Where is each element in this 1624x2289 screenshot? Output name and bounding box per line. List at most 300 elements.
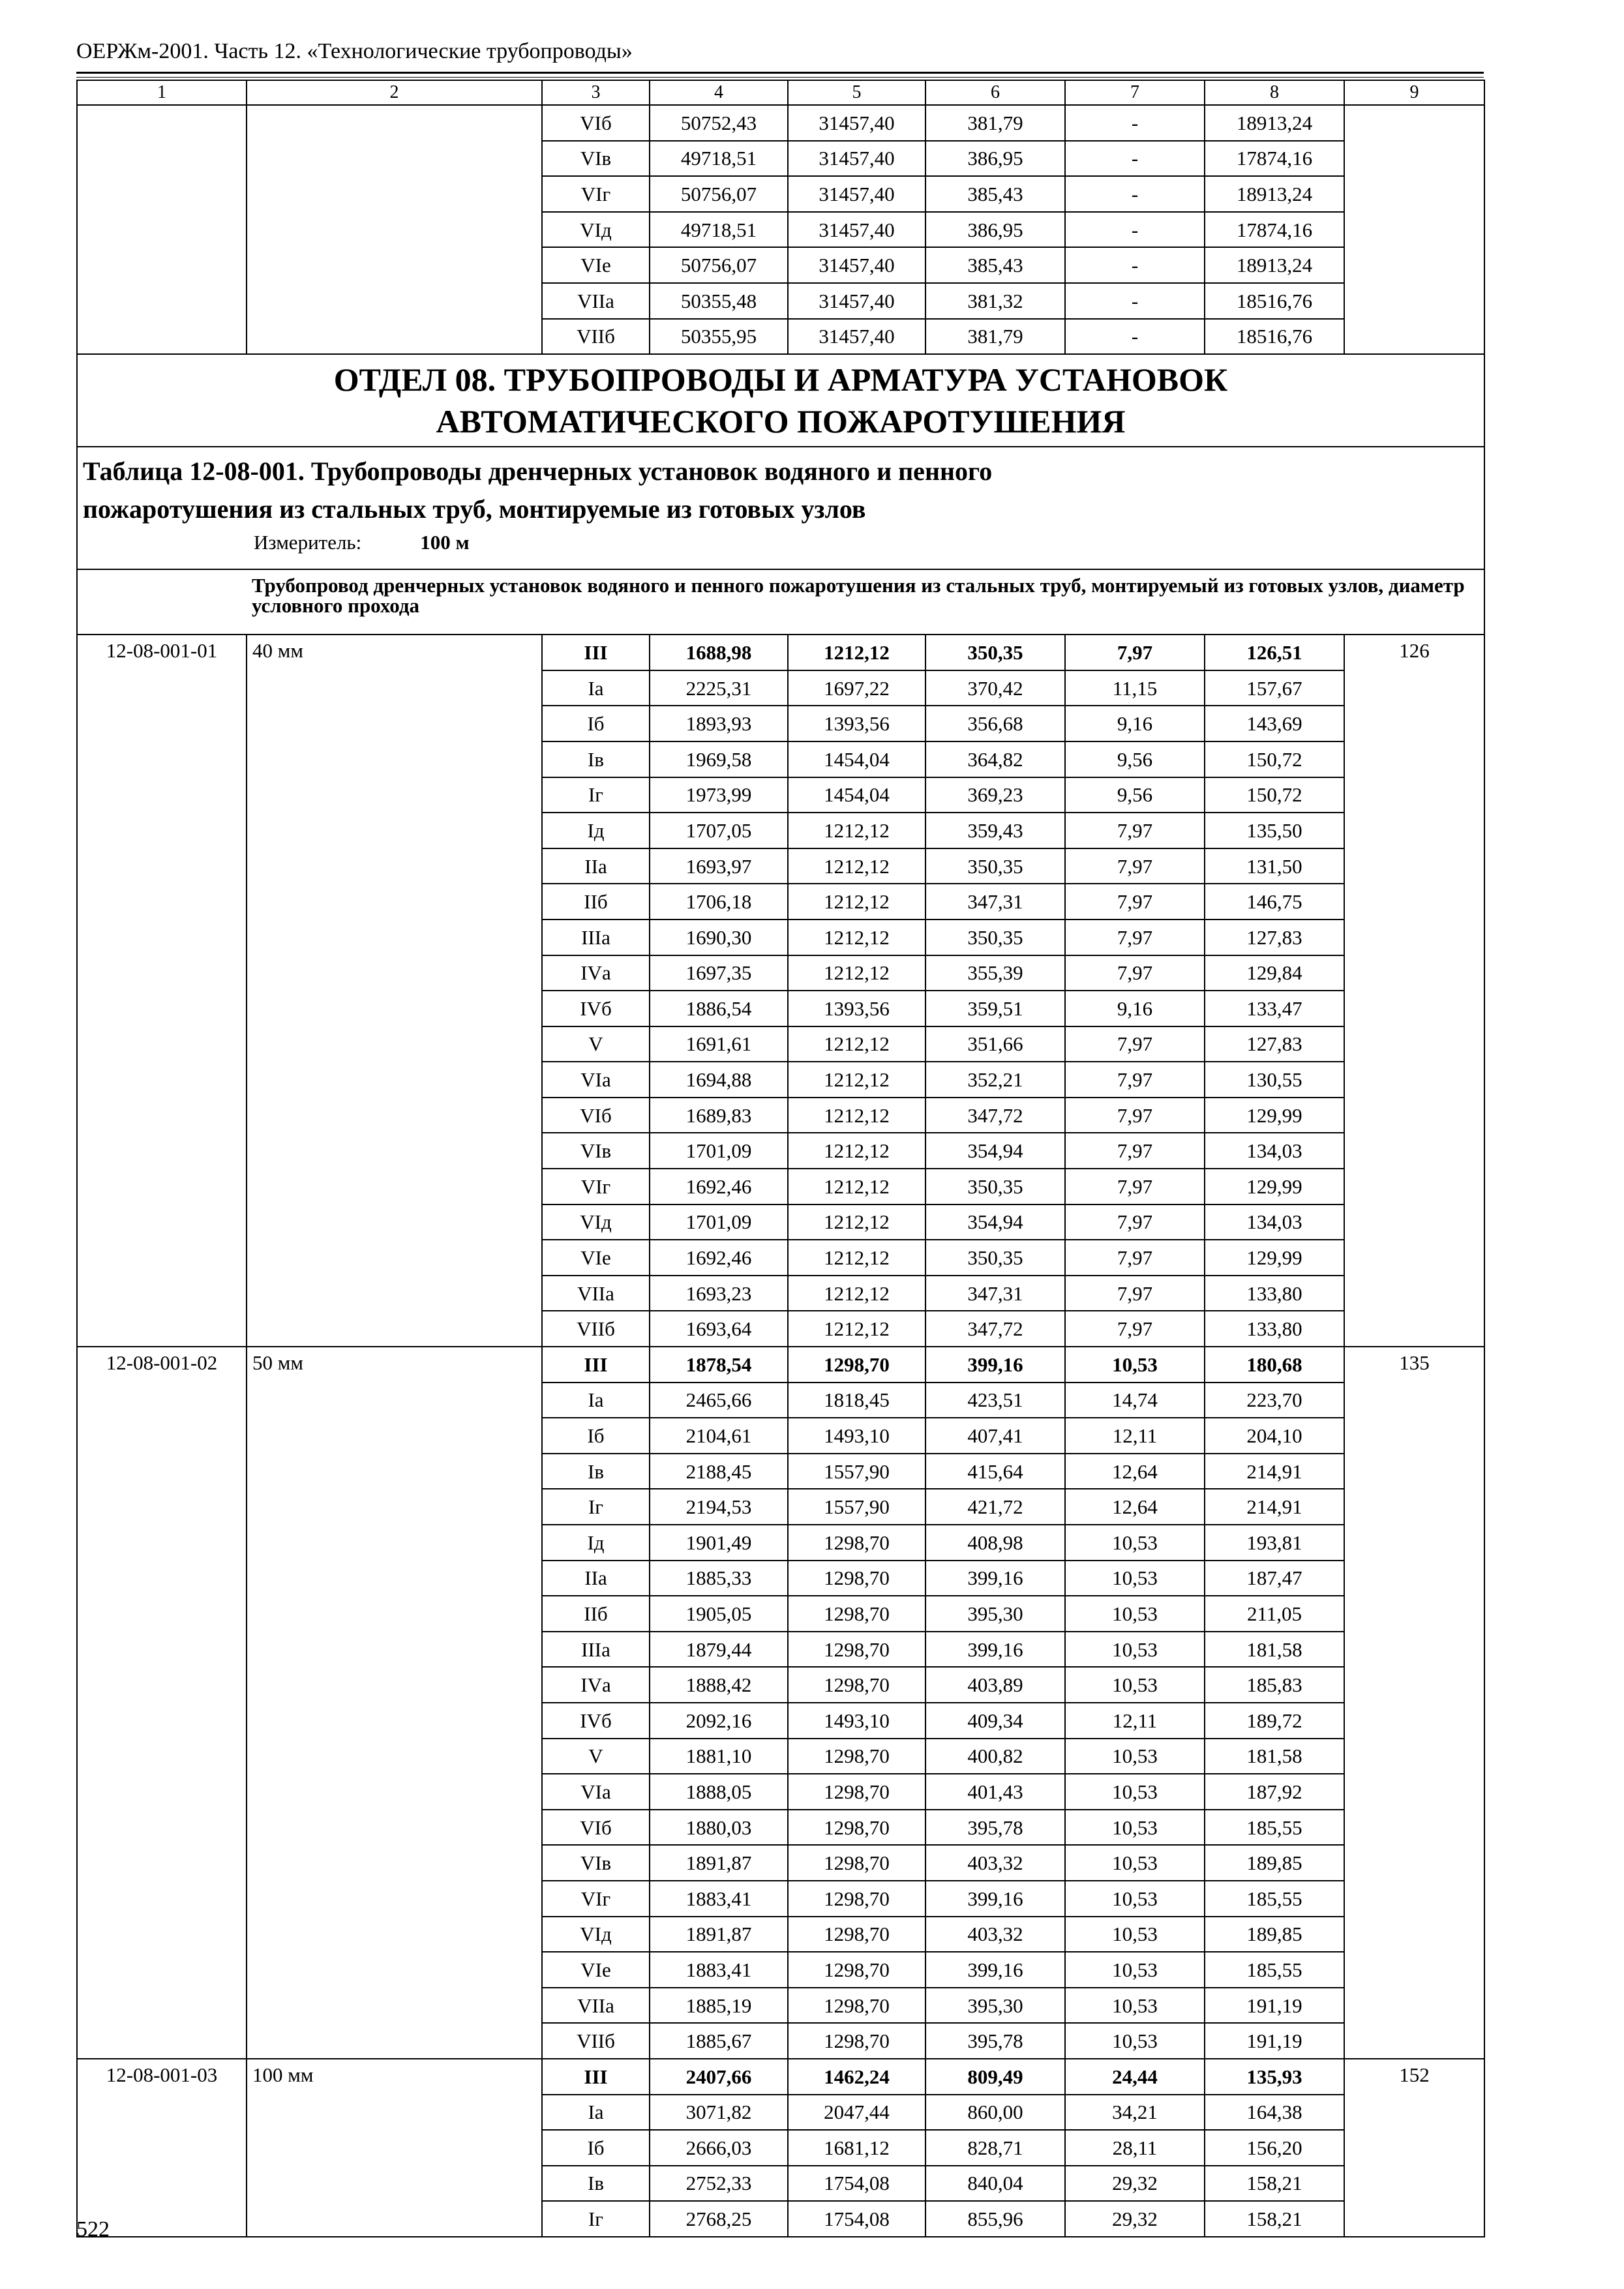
value-cell: 7,97 <box>1065 1169 1205 1204</box>
value-cell: 350,35 <box>925 635 1065 670</box>
value-cell: 7,97 <box>1065 848 1205 884</box>
section-line-1: ОТДЕЛ 08. ТРУБОПРОВОДЫ И АРМАТУРА УСТАНОВОК <box>333 361 1228 398</box>
value-cell: 408,98 <box>925 1525 1065 1561</box>
section-line-2: АВТОМАТИЧЕСКОГО ПОЖАРОТУШЕНИЯ <box>436 403 1126 440</box>
value-cell: 1885,67 <box>650 2023 788 2059</box>
zone-cell: VIб <box>542 1810 650 1846</box>
zone-cell: Iв <box>542 2166 650 2202</box>
zone-cell: Iа <box>542 2095 650 2131</box>
value-cell: 1885,19 <box>650 1988 788 2024</box>
value-cell: 352,21 <box>925 1062 1065 1098</box>
value-cell: 158,21 <box>1205 2166 1344 2202</box>
value-cell: 399,16 <box>925 1561 1065 1596</box>
value-cell: 351,66 <box>925 1026 1065 1062</box>
value-cell: 204,10 <box>1205 1418 1344 1454</box>
description-row <box>77 569 1484 635</box>
value-cell: 369,23 <box>925 777 1065 813</box>
value-cell: 31457,40 <box>788 176 925 212</box>
zone-cell: VIIб <box>542 1311 650 1347</box>
value-cell: 1880,03 <box>650 1810 788 1846</box>
value-cell: 18516,76 <box>1205 283 1344 319</box>
value-cell: 1212,12 <box>788 1133 925 1169</box>
value-cell: 7,97 <box>1065 1311 1205 1347</box>
value-cell: 399,16 <box>925 1952 1065 1988</box>
zone-cell: V <box>542 1739 650 1774</box>
value-cell: 395,78 <box>925 1810 1065 1846</box>
value-cell: 223,70 <box>1205 1383 1344 1418</box>
value-cell: 2752,33 <box>650 2166 788 2202</box>
value-cell: 185,55 <box>1205 1881 1344 1917</box>
value-cell: 860,00 <box>925 2095 1065 2131</box>
zone-cell: VIIб <box>542 2023 650 2059</box>
value-cell: 14,74 <box>1065 1383 1205 1418</box>
value-cell: 3071,82 <box>650 2095 788 2131</box>
value-cell: 189,85 <box>1205 1917 1344 1952</box>
value-cell: 7,97 <box>1065 1133 1205 1169</box>
value-cell: 415,64 <box>925 1454 1065 1489</box>
value-cell: 2465,66 <box>650 1383 788 1418</box>
column-number: 6 <box>925 80 1065 105</box>
value-cell: 18913,24 <box>1205 176 1344 212</box>
value-cell: 7,97 <box>1065 1026 1205 1062</box>
column-number: 2 <box>247 80 542 105</box>
value-cell: 370,42 <box>925 670 1065 706</box>
value-cell: 1212,12 <box>788 1169 925 1204</box>
value-cell: 134,03 <box>1205 1204 1344 1240</box>
value-cell: 381,32 <box>925 283 1065 319</box>
value-cell: 828,71 <box>925 2130 1065 2166</box>
rate-code: 12-08-001-02 <box>77 1347 247 2059</box>
header-rule <box>76 72 1484 74</box>
value-cell: 1298,70 <box>788 2023 925 2059</box>
value-cell: - <box>1065 212 1205 248</box>
value-cell: 1707,05 <box>650 813 788 848</box>
table-title <box>77 447 1484 569</box>
value-cell: 1879,44 <box>650 1632 788 1668</box>
value-cell: 1298,70 <box>788 1917 925 1952</box>
value-cell: 347,72 <box>925 1098 1065 1133</box>
value-cell: 181,58 <box>1205 1632 1344 1668</box>
zone-cell: VIIа <box>542 1988 650 2024</box>
value-cell: 50355,48 <box>650 283 788 319</box>
value-cell: 1697,22 <box>788 670 925 706</box>
measure <box>254 528 1479 557</box>
value-cell: 34,21 <box>1065 2095 1205 2131</box>
value-cell: 1891,87 <box>650 1845 788 1881</box>
value-cell: 809,49 <box>925 2059 1065 2095</box>
rate-code: 12-08-001-01 <box>77 635 247 1347</box>
value-cell: 1557,90 <box>788 1489 925 1525</box>
value-cell: 49718,51 <box>650 141 788 177</box>
value-cell: 7,97 <box>1065 1098 1205 1133</box>
value-cell: 193,81 <box>1205 1525 1344 1561</box>
zone-cell: Iг <box>542 777 650 813</box>
value-cell: 1901,49 <box>650 1525 788 1561</box>
value-cell: 1454,04 <box>788 777 925 813</box>
value-cell: 1893,93 <box>650 706 788 741</box>
rate-code: 12-08-001-03 <box>77 2059 247 2237</box>
value-cell: 214,91 <box>1205 1489 1344 1525</box>
value-cell: 10,53 <box>1065 2023 1205 2059</box>
value-cell: 1881,10 <box>650 1739 788 1774</box>
value-cell: 129,99 <box>1205 1240 1344 1276</box>
measure-label: Измеритель: <box>254 531 362 554</box>
value-cell: 386,95 <box>925 212 1065 248</box>
value-cell: 1969,58 <box>650 741 788 777</box>
zone-cell: Iа <box>542 670 650 706</box>
value-cell: 1693,97 <box>650 848 788 884</box>
value-cell: 1212,12 <box>788 884 925 920</box>
value-cell: 350,35 <box>925 1169 1065 1204</box>
value-cell: 7,97 <box>1065 884 1205 920</box>
value-cell: 1688,98 <box>650 635 788 670</box>
value-cell: 354,94 <box>925 1204 1065 1240</box>
value-cell: 1454,04 <box>788 741 925 777</box>
col9-value: 126 <box>1344 635 1484 1347</box>
value-cell: 403,89 <box>925 1667 1065 1703</box>
value-cell: 1689,83 <box>650 1098 788 1133</box>
value-cell: 381,79 <box>925 105 1065 141</box>
value-cell: 395,30 <box>925 1596 1065 1632</box>
zone-cell: Iг <box>542 2201 650 2237</box>
zone-cell: IIб <box>542 884 650 920</box>
value-cell: 129,99 <box>1205 1169 1344 1204</box>
value-cell: 1905,05 <box>650 1596 788 1632</box>
value-cell: 189,72 <box>1205 1703 1344 1739</box>
value-cell: 1393,56 <box>788 991 925 1026</box>
value-cell: 18913,24 <box>1205 247 1344 283</box>
value-cell: 1694,88 <box>650 1062 788 1098</box>
value-cell: 12,11 <box>1065 1418 1205 1454</box>
value-cell: 1212,12 <box>788 1240 925 1276</box>
value-cell: 1885,33 <box>650 1561 788 1596</box>
value-cell: 9,16 <box>1065 991 1205 1026</box>
value-cell: 7,97 <box>1065 1204 1205 1240</box>
zone-cell: VIв <box>542 1133 650 1169</box>
col9-value: 152 <box>1344 2059 1484 2237</box>
value-cell: 9,56 <box>1065 741 1205 777</box>
value-cell: 150,72 <box>1205 741 1344 777</box>
value-cell: 50756,07 <box>650 247 788 283</box>
value-cell: 2194,53 <box>650 1489 788 1525</box>
value-cell: - <box>1065 319 1205 355</box>
value-cell: 10,53 <box>1065 1881 1205 1917</box>
value-cell: 399,16 <box>925 1881 1065 1917</box>
value-cell: 1888,42 <box>650 1667 788 1703</box>
value-cell: 12,64 <box>1065 1454 1205 1489</box>
value-cell: 1212,12 <box>788 813 925 848</box>
value-cell: 10,53 <box>1065 1952 1205 1988</box>
value-cell: 1692,46 <box>650 1240 788 1276</box>
value-cell: 1681,12 <box>788 2130 925 2166</box>
value-cell: 1818,45 <box>788 1383 925 1418</box>
value-cell: 385,43 <box>925 176 1065 212</box>
zone-cell: Iд <box>542 1525 650 1561</box>
value-cell: 1697,35 <box>650 955 788 991</box>
value-cell: 11,15 <box>1065 670 1205 706</box>
value-cell: - <box>1065 247 1205 283</box>
value-cell: 399,16 <box>925 1632 1065 1668</box>
value-cell: 1754,08 <box>788 2201 925 2237</box>
value-cell: 1701,09 <box>650 1204 788 1240</box>
zone-cell: VIб <box>542 1098 650 1133</box>
zone-cell: Iа <box>542 1383 650 1418</box>
value-cell: 1691,61 <box>650 1026 788 1062</box>
value-cell: 423,51 <box>925 1383 1065 1418</box>
value-cell: 1212,12 <box>788 1276 925 1311</box>
value-cell: 158,21 <box>1205 2201 1344 2237</box>
column-number: 4 <box>650 80 788 105</box>
page-number: 522 <box>76 2217 110 2241</box>
value-cell: 855,96 <box>925 2201 1065 2237</box>
zone-cell: IVа <box>542 955 650 991</box>
zone-cell: VIг <box>542 1169 650 1204</box>
value-cell: 386,95 <box>925 141 1065 177</box>
value-cell: 10,53 <box>1065 1917 1205 1952</box>
value-cell: 1393,56 <box>788 706 925 741</box>
value-cell: 31457,40 <box>788 105 925 141</box>
zone-cell: III <box>542 1347 650 1383</box>
zone-cell: IIб <box>542 1596 650 1632</box>
table-title-row <box>77 447 1484 569</box>
running-header: ОЕРЖм-2001. Часть 12. «Технологические трубопроводы» <box>76 39 633 63</box>
value-cell: 347,31 <box>925 1276 1065 1311</box>
value-cell: 50752,43 <box>650 105 788 141</box>
value-cell: 395,78 <box>925 2023 1065 2059</box>
value-cell: - <box>1065 176 1205 212</box>
value-cell: 1298,70 <box>788 1810 925 1846</box>
value-cell: 156,20 <box>1205 2130 1344 2166</box>
value-cell: 185,55 <box>1205 1810 1344 1846</box>
value-cell: 7,97 <box>1065 1062 1205 1098</box>
value-cell: 1706,18 <box>650 884 788 920</box>
column-number: 8 <box>1205 80 1344 105</box>
value-cell: 133,47 <box>1205 991 1344 1026</box>
value-cell: 10,53 <box>1065 1988 1205 2024</box>
value-cell: 385,43 <box>925 247 1065 283</box>
value-cell: - <box>1065 141 1205 177</box>
measure-value: 100 м <box>420 531 470 554</box>
col9-value: 135 <box>1344 1347 1484 2059</box>
table-row <box>77 105 1484 141</box>
value-cell: 150,72 <box>1205 777 1344 813</box>
value-cell: 399,16 <box>925 1347 1065 1383</box>
table-row <box>77 2059 1484 2095</box>
value-cell: 180,68 <box>1205 1347 1344 1383</box>
value-cell: 1883,41 <box>650 1952 788 1988</box>
value-cell: 18516,76 <box>1205 319 1344 355</box>
value-cell: VIг <box>542 176 650 212</box>
value-cell: 1212,12 <box>788 1098 925 1133</box>
value-cell: 2666,03 <box>650 2130 788 2166</box>
value-cell: 1212,12 <box>788 955 925 991</box>
section-heading <box>77 354 1484 447</box>
value-cell: 24,44 <box>1065 2059 1205 2095</box>
value-cell: 350,35 <box>925 1240 1065 1276</box>
value-cell: 401,43 <box>925 1774 1065 1810</box>
value-cell: VIIа <box>542 283 650 319</box>
value-cell: 135,50 <box>1205 813 1344 848</box>
value-cell: 1888,05 <box>650 1774 788 1810</box>
value-cell: 1693,64 <box>650 1311 788 1347</box>
value-cell: 189,85 <box>1205 1845 1344 1881</box>
value-cell: 1298,70 <box>788 1845 925 1881</box>
value-cell: 50756,07 <box>650 176 788 212</box>
value-cell: 31457,40 <box>788 212 925 248</box>
value-cell: 10,53 <box>1065 1596 1205 1632</box>
header-rule-thin <box>76 77 1484 78</box>
zone-cell: Iд <box>542 813 650 848</box>
value-cell: 126,51 <box>1205 635 1344 670</box>
value-cell: - <box>1065 283 1205 319</box>
value-cell: 1298,70 <box>788 1952 925 1988</box>
value-cell: 134,03 <box>1205 1133 1344 1169</box>
value-cell: - <box>1065 105 1205 141</box>
zone-cell: IIа <box>542 1561 650 1596</box>
value-cell: 7,97 <box>1065 920 1205 955</box>
value-cell: 1690,30 <box>650 920 788 955</box>
value-cell: 12,64 <box>1065 1489 1205 1525</box>
diameter: 40 мм <box>247 635 542 1347</box>
zone-cell: V <box>542 1026 650 1062</box>
value-cell: 129,99 <box>1205 1098 1344 1133</box>
value-cell: 10,53 <box>1065 1739 1205 1774</box>
value-cell: 1693,23 <box>650 1276 788 1311</box>
value-cell: 7,97 <box>1065 955 1205 991</box>
value-cell: 131,50 <box>1205 848 1344 884</box>
value-cell: 1298,70 <box>788 1988 925 2024</box>
code-cell-empty <box>77 105 247 354</box>
value-cell: 1212,12 <box>788 635 925 670</box>
zone-cell: VIд <box>542 1917 650 1952</box>
zone-cell: VIе <box>542 1240 650 1276</box>
column-number-row <box>77 80 1484 105</box>
diameter-cell-empty <box>247 105 542 354</box>
zone-cell: VIг <box>542 1881 650 1917</box>
value-cell: 1298,70 <box>788 1774 925 1810</box>
value-cell: 164,38 <box>1205 2095 1344 2131</box>
value-cell: 157,67 <box>1205 670 1344 706</box>
value-cell: 1298,70 <box>788 1596 925 1632</box>
value-cell: 1298,70 <box>788 1739 925 1774</box>
value-cell: 1298,70 <box>788 1881 925 1917</box>
value-cell: 421,72 <box>925 1489 1065 1525</box>
table-row <box>77 635 1484 670</box>
value-cell: 7,97 <box>1065 1240 1205 1276</box>
zone-cell: VIIа <box>542 1276 650 1311</box>
value-cell: VIб <box>542 105 650 141</box>
table-title-line-2: пожаротушения из стальных труб, монтируемые из готовых узлов <box>83 494 866 524</box>
zone-cell: IVа <box>542 1667 650 1703</box>
value-cell: 10,53 <box>1065 1667 1205 1703</box>
value-cell: 135,93 <box>1205 2059 1344 2095</box>
zone-cell: Iг <box>542 1489 650 1525</box>
value-cell: 1883,41 <box>650 1881 788 1917</box>
value-cell: 1462,24 <box>788 2059 925 2095</box>
zone-cell: VIа <box>542 1062 650 1098</box>
section-row <box>77 354 1484 447</box>
value-cell: 2047,44 <box>788 2095 925 2131</box>
column-number: 5 <box>788 80 925 105</box>
description-blank <box>77 569 247 635</box>
column-number: 7 <box>1065 80 1205 105</box>
value-cell: 181,58 <box>1205 1739 1344 1774</box>
zone-cell: III <box>542 635 650 670</box>
value-cell: 840,04 <box>925 2166 1065 2202</box>
group-description: Трубопровод дренчерных установок водяного и пенного пожаротушения из стальных труб, монтируемый из готовых узлов, диаметр условного прохода <box>247 569 1484 635</box>
zone-cell: IIа <box>542 848 650 884</box>
value-cell: 29,32 <box>1065 2166 1205 2202</box>
value-cell: 1298,70 <box>788 1667 925 1703</box>
zone-cell: Iб <box>542 706 650 741</box>
value-cell: 1298,70 <box>788 1561 925 1596</box>
value-cell: 129,84 <box>1205 955 1344 991</box>
value-cell: 187,47 <box>1205 1561 1344 1596</box>
value-cell: 407,41 <box>925 1418 1065 1454</box>
value-cell: 364,82 <box>925 741 1065 777</box>
zone-cell: IIIа <box>542 1632 650 1668</box>
value-cell: 10,53 <box>1065 1561 1205 1596</box>
value-cell: 1557,90 <box>788 1454 925 1489</box>
zone-cell: IVб <box>542 991 650 1026</box>
value-cell: 1212,12 <box>788 920 925 955</box>
value-cell: 1701,09 <box>650 1133 788 1169</box>
value-cell: 395,30 <box>925 1988 1065 2024</box>
value-cell: 146,75 <box>1205 884 1344 920</box>
value-cell: 143,69 <box>1205 706 1344 741</box>
value-cell: 1298,70 <box>788 1525 925 1561</box>
value-cell: 1891,87 <box>650 1917 788 1952</box>
value-cell: 1493,10 <box>788 1703 925 1739</box>
value-cell: VIв <box>542 141 650 177</box>
value-cell: 50355,95 <box>650 319 788 355</box>
value-cell: 7,97 <box>1065 635 1205 670</box>
diameter: 100 мм <box>247 2059 542 2237</box>
value-cell: 10,53 <box>1065 1525 1205 1561</box>
value-cell: 10,53 <box>1065 1845 1205 1881</box>
value-cell: 10,53 <box>1065 1774 1205 1810</box>
value-cell: 28,11 <box>1065 2130 1205 2166</box>
value-cell: 10,53 <box>1065 1632 1205 1668</box>
value-cell: 191,19 <box>1205 1988 1344 2024</box>
value-cell: 381,79 <box>925 319 1065 355</box>
value-cell: 403,32 <box>925 1845 1065 1881</box>
value-cell: 17874,16 <box>1205 141 1344 177</box>
value-cell: 1212,12 <box>788 1204 925 1240</box>
value-cell: 1886,54 <box>650 991 788 1026</box>
value-cell: 356,68 <box>925 706 1065 741</box>
value-cell: 1754,08 <box>788 2166 925 2202</box>
value-cell: 29,32 <box>1065 2201 1205 2237</box>
value-cell: 354,94 <box>925 1133 1065 1169</box>
value-cell: 9,56 <box>1065 777 1205 813</box>
value-cell: 133,80 <box>1205 1276 1344 1311</box>
value-cell: 31457,40 <box>788 319 925 355</box>
value-cell: 17874,16 <box>1205 212 1344 248</box>
col9-cell-empty <box>1344 105 1484 354</box>
value-cell: 350,35 <box>925 920 1065 955</box>
zone-cell: Iб <box>542 2130 650 2166</box>
column-number: 3 <box>542 80 650 105</box>
zone-cell: IVб <box>542 1703 650 1739</box>
value-cell: 7,97 <box>1065 813 1205 848</box>
value-cell: 347,72 <box>925 1311 1065 1347</box>
value-cell: 10,53 <box>1065 1810 1205 1846</box>
value-cell: 350,35 <box>925 848 1065 884</box>
value-cell: 130,55 <box>1205 1062 1344 1098</box>
table-title-line-1: Таблица 12-08-001. Трубопроводы дренчерных установок водяного и пенного <box>83 456 993 486</box>
value-cell: 214,91 <box>1205 1454 1344 1489</box>
